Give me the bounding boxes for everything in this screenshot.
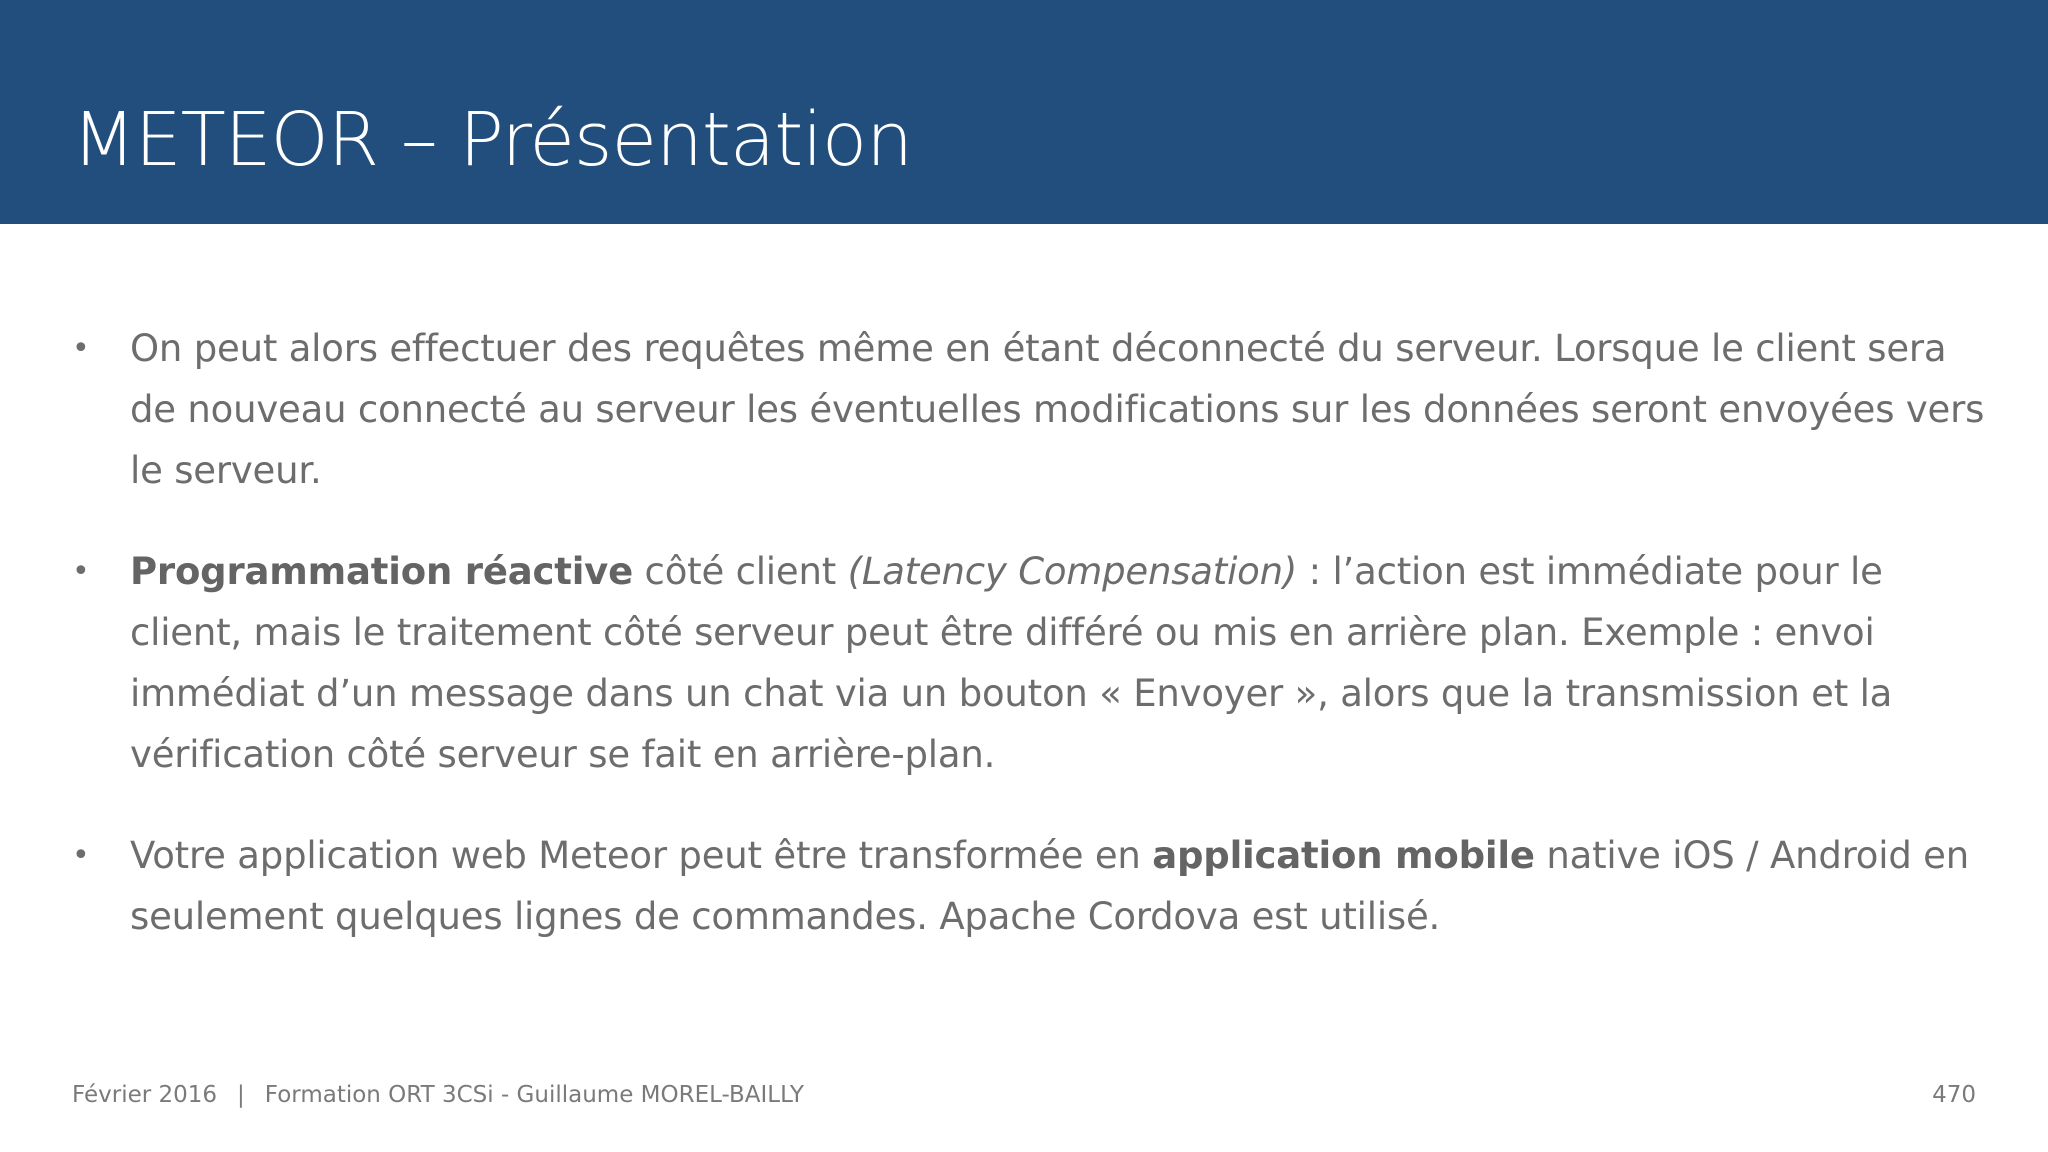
bullet-text-a: côté client xyxy=(633,550,848,593)
bullet-text-b: native iOS / Android en seulement quelques lignes de commandes. Apache Cordova est utilisé. xyxy=(130,834,1969,938)
slide-body xyxy=(72,318,1992,987)
bullet-italic-term: (Latency Compensation) xyxy=(847,550,1298,593)
bullet-text-b: : l’action est immédiate pour le client, mais le traitement côté serveur peut être différé ou mis en arrière plan. Exemple : envoi immédiat d’un message dans un chat via un bouton « Envoyer », alors que la transmission et la vérification côté serveur se fait en arrière-plan. xyxy=(130,550,1893,776)
bullet-dot-icon: • xyxy=(72,331,90,366)
footer-date: Février 2016 xyxy=(72,1082,218,1108)
bullet-bold-term: Programmation réactive xyxy=(130,550,633,593)
bullet-text: On peut alors effectuer des requêtes même en étant déconnecté du serveur. Lorsque le client sera de nouveau connecté au serveur les éventuelles modifications sur les données seront envoyées vers le serveur. xyxy=(130,327,1985,492)
bullet-dot-icon: • xyxy=(72,554,90,589)
bullet-item-reactive xyxy=(72,541,1992,785)
bullet-item-offline xyxy=(72,318,1992,501)
page-number: 470 xyxy=(1932,1082,1976,1108)
bullet-bold-term: application mobile xyxy=(1152,834,1535,877)
title-bar xyxy=(0,0,2048,224)
slide-title: METEOR – Présentation xyxy=(72,97,913,183)
bullet-text-a: Votre application web Meteor peut être transformée en xyxy=(130,834,1153,877)
footer-course: Formation ORT 3CSi - Guillaume MOREL-BAILLY xyxy=(264,1082,804,1108)
bullet-list xyxy=(72,318,1992,947)
bullet-item-mobile xyxy=(72,825,1992,947)
bullet-dot-icon: • xyxy=(72,838,90,873)
footer-separator: | xyxy=(237,1082,245,1108)
slide-footer xyxy=(72,1082,804,1108)
